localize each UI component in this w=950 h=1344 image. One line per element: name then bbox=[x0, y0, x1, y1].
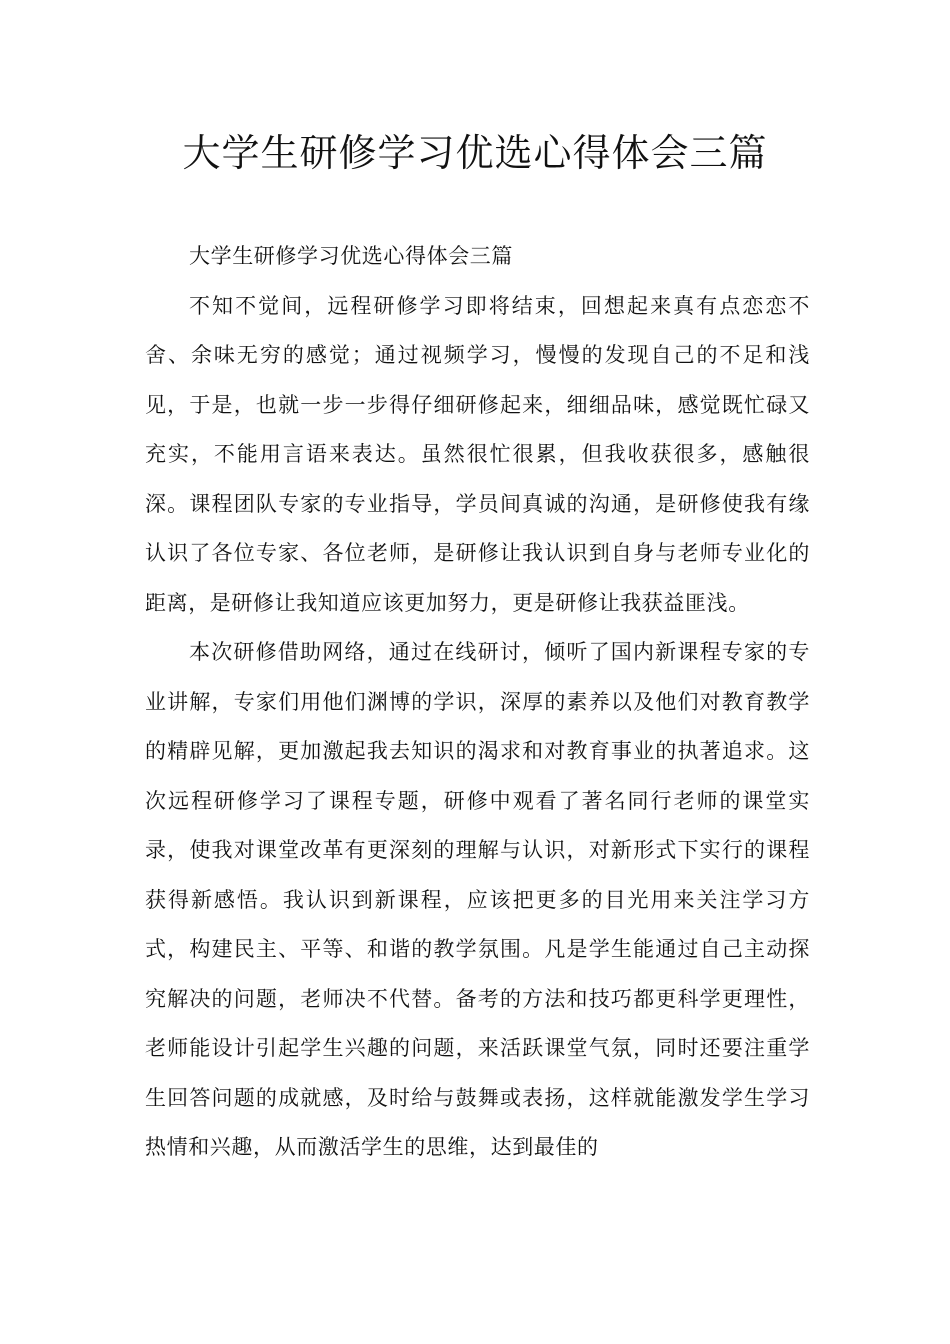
document-title: 大学生研修学习优选心得体会三篇 bbox=[182, 131, 768, 175]
body-paragraph-1: 不知不觉间，远程研修学习即将结束，回想起来真有点恋恋不舍、余味无穷的感觉；通过视频学习，慢慢的发现自己的不足和浅见，于是，也就一步一步得仔细研修起来，细细品味，感觉既忙碌又充实，不能用言语来表达。虽然很忙很累，但我收获很多，感触很深。课程团队专家的专业指导，学员间真诚的沟通，是研修使我有缘认识了各位专家、各位老师，是研修让我认识到自身与老师专业化的距离，是研修让我知道应该更加努力，更是研修让我获益匪浅。 bbox=[145, 293, 810, 615]
body-paragraph-2: 本次研修借助网络，通过在线研讨，倾听了国内新课程专家的专业讲解，专家们用他们渊博的学识，深厚的素养以及他们对教育教学的精辟见解，更加激起我去知识的渴求和对教育事业的执著追求。这次远程研修学习了课程专题，研修中观看了著名同行老师的课堂实录，使我对课堂改革有更深刻的理解与认识，对新形式下实行的课程获得新感悟。我认识到新课程，应该把更多的目光用来关注学习方式，构建民主、平等、和谐的教学氛围。凡是学生能通过自己主动探究解决的问题，老师决不代替。备考的方法和技巧都更科学更理性，老师能设计引起学生兴趣的问题，来活跃课堂气氛，同时还要注重学生回答问题的成就感，及时给与鼓舞或表扬，这样就能激发学生学习热情和兴趣，从而激活学生的思维，达到最佳的 bbox=[145, 640, 810, 1159]
document-body bbox=[145, 232, 810, 1173]
subtitle-paragraph: 大学生研修学习优选心得体会三篇 bbox=[189, 244, 513, 268]
